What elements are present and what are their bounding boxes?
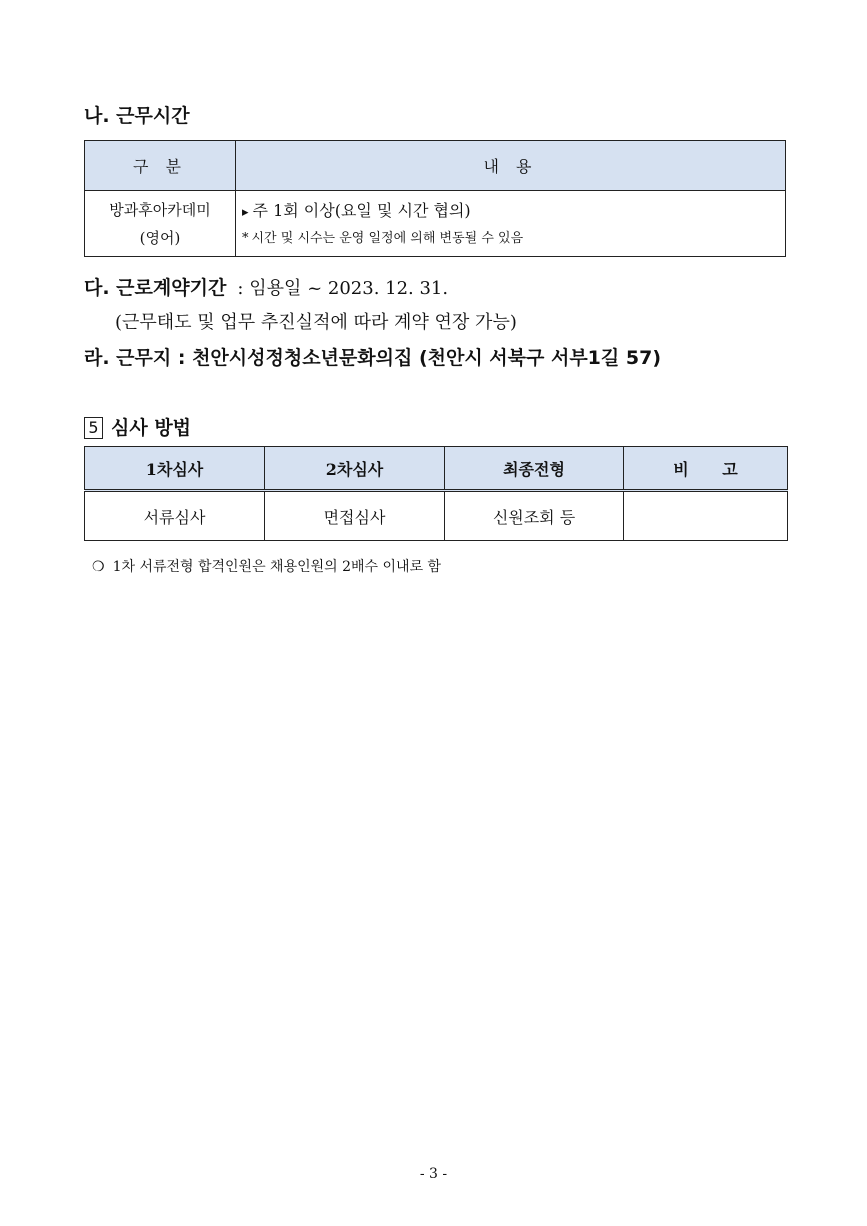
content-line1: 주 1회 이상(요일 및 시간 협의) xyxy=(252,200,471,220)
row-label-cell xyxy=(85,191,236,257)
row-content-cell xyxy=(236,191,786,257)
screening-header-2: 2차심사 xyxy=(265,447,445,491)
contract-value: : 임용일 ~ 2023. 12. 31. xyxy=(237,278,449,299)
screening-heading xyxy=(84,413,191,440)
screening-note-text: 1차 서류전형 합격인원은 채용인원의 2배수 이내로 함 xyxy=(112,559,442,575)
workplace-line: 라. 근무지 : 천안시성정청소년문화의집 (천안시 서북구 서부1길 57) xyxy=(84,347,661,369)
screening-cell-4 xyxy=(624,491,788,541)
row-label-line1: 방과후아카데미 xyxy=(109,200,211,219)
screening-header-4: 비 고 xyxy=(624,447,788,491)
screening-cell-1: 서류심사 xyxy=(85,491,265,541)
contract-note: (근무태도 및 업무 추진실적에 따라 계약 연장 가능) xyxy=(115,312,517,333)
work-hours-table xyxy=(84,140,786,257)
screening-heading-text: 심사 방법 xyxy=(111,417,192,439)
row-label-line2: (영어) xyxy=(139,228,181,247)
circle-bullet-icon: ❍ xyxy=(92,559,105,575)
screening-cell-3: 신원조회 등 xyxy=(445,491,624,541)
contract-label: 다. 근로계약기간 xyxy=(84,277,227,299)
section-number-box: 5 xyxy=(84,417,103,439)
content-note: 시간 및 시수는 운영 일정에 의해 변동될 수 있음 xyxy=(251,230,524,246)
screening-note xyxy=(92,556,441,576)
screening-header-3: 최종전형 xyxy=(445,447,624,491)
screening-header-1: 1차심사 xyxy=(85,447,265,491)
col-content-header: 내 용 xyxy=(236,141,786,191)
col-gubun-header: 구 분 xyxy=(85,141,236,191)
work-hours-heading: 나. 근무시간 xyxy=(84,105,190,127)
bullet-icon: ▸ xyxy=(242,204,249,220)
page-number: - 3 - xyxy=(419,1166,448,1182)
contract-line xyxy=(84,273,448,300)
screening-cell-2: 면접심사 xyxy=(265,491,445,541)
asterisk-icon: * xyxy=(242,230,249,246)
screening-table xyxy=(84,446,788,541)
